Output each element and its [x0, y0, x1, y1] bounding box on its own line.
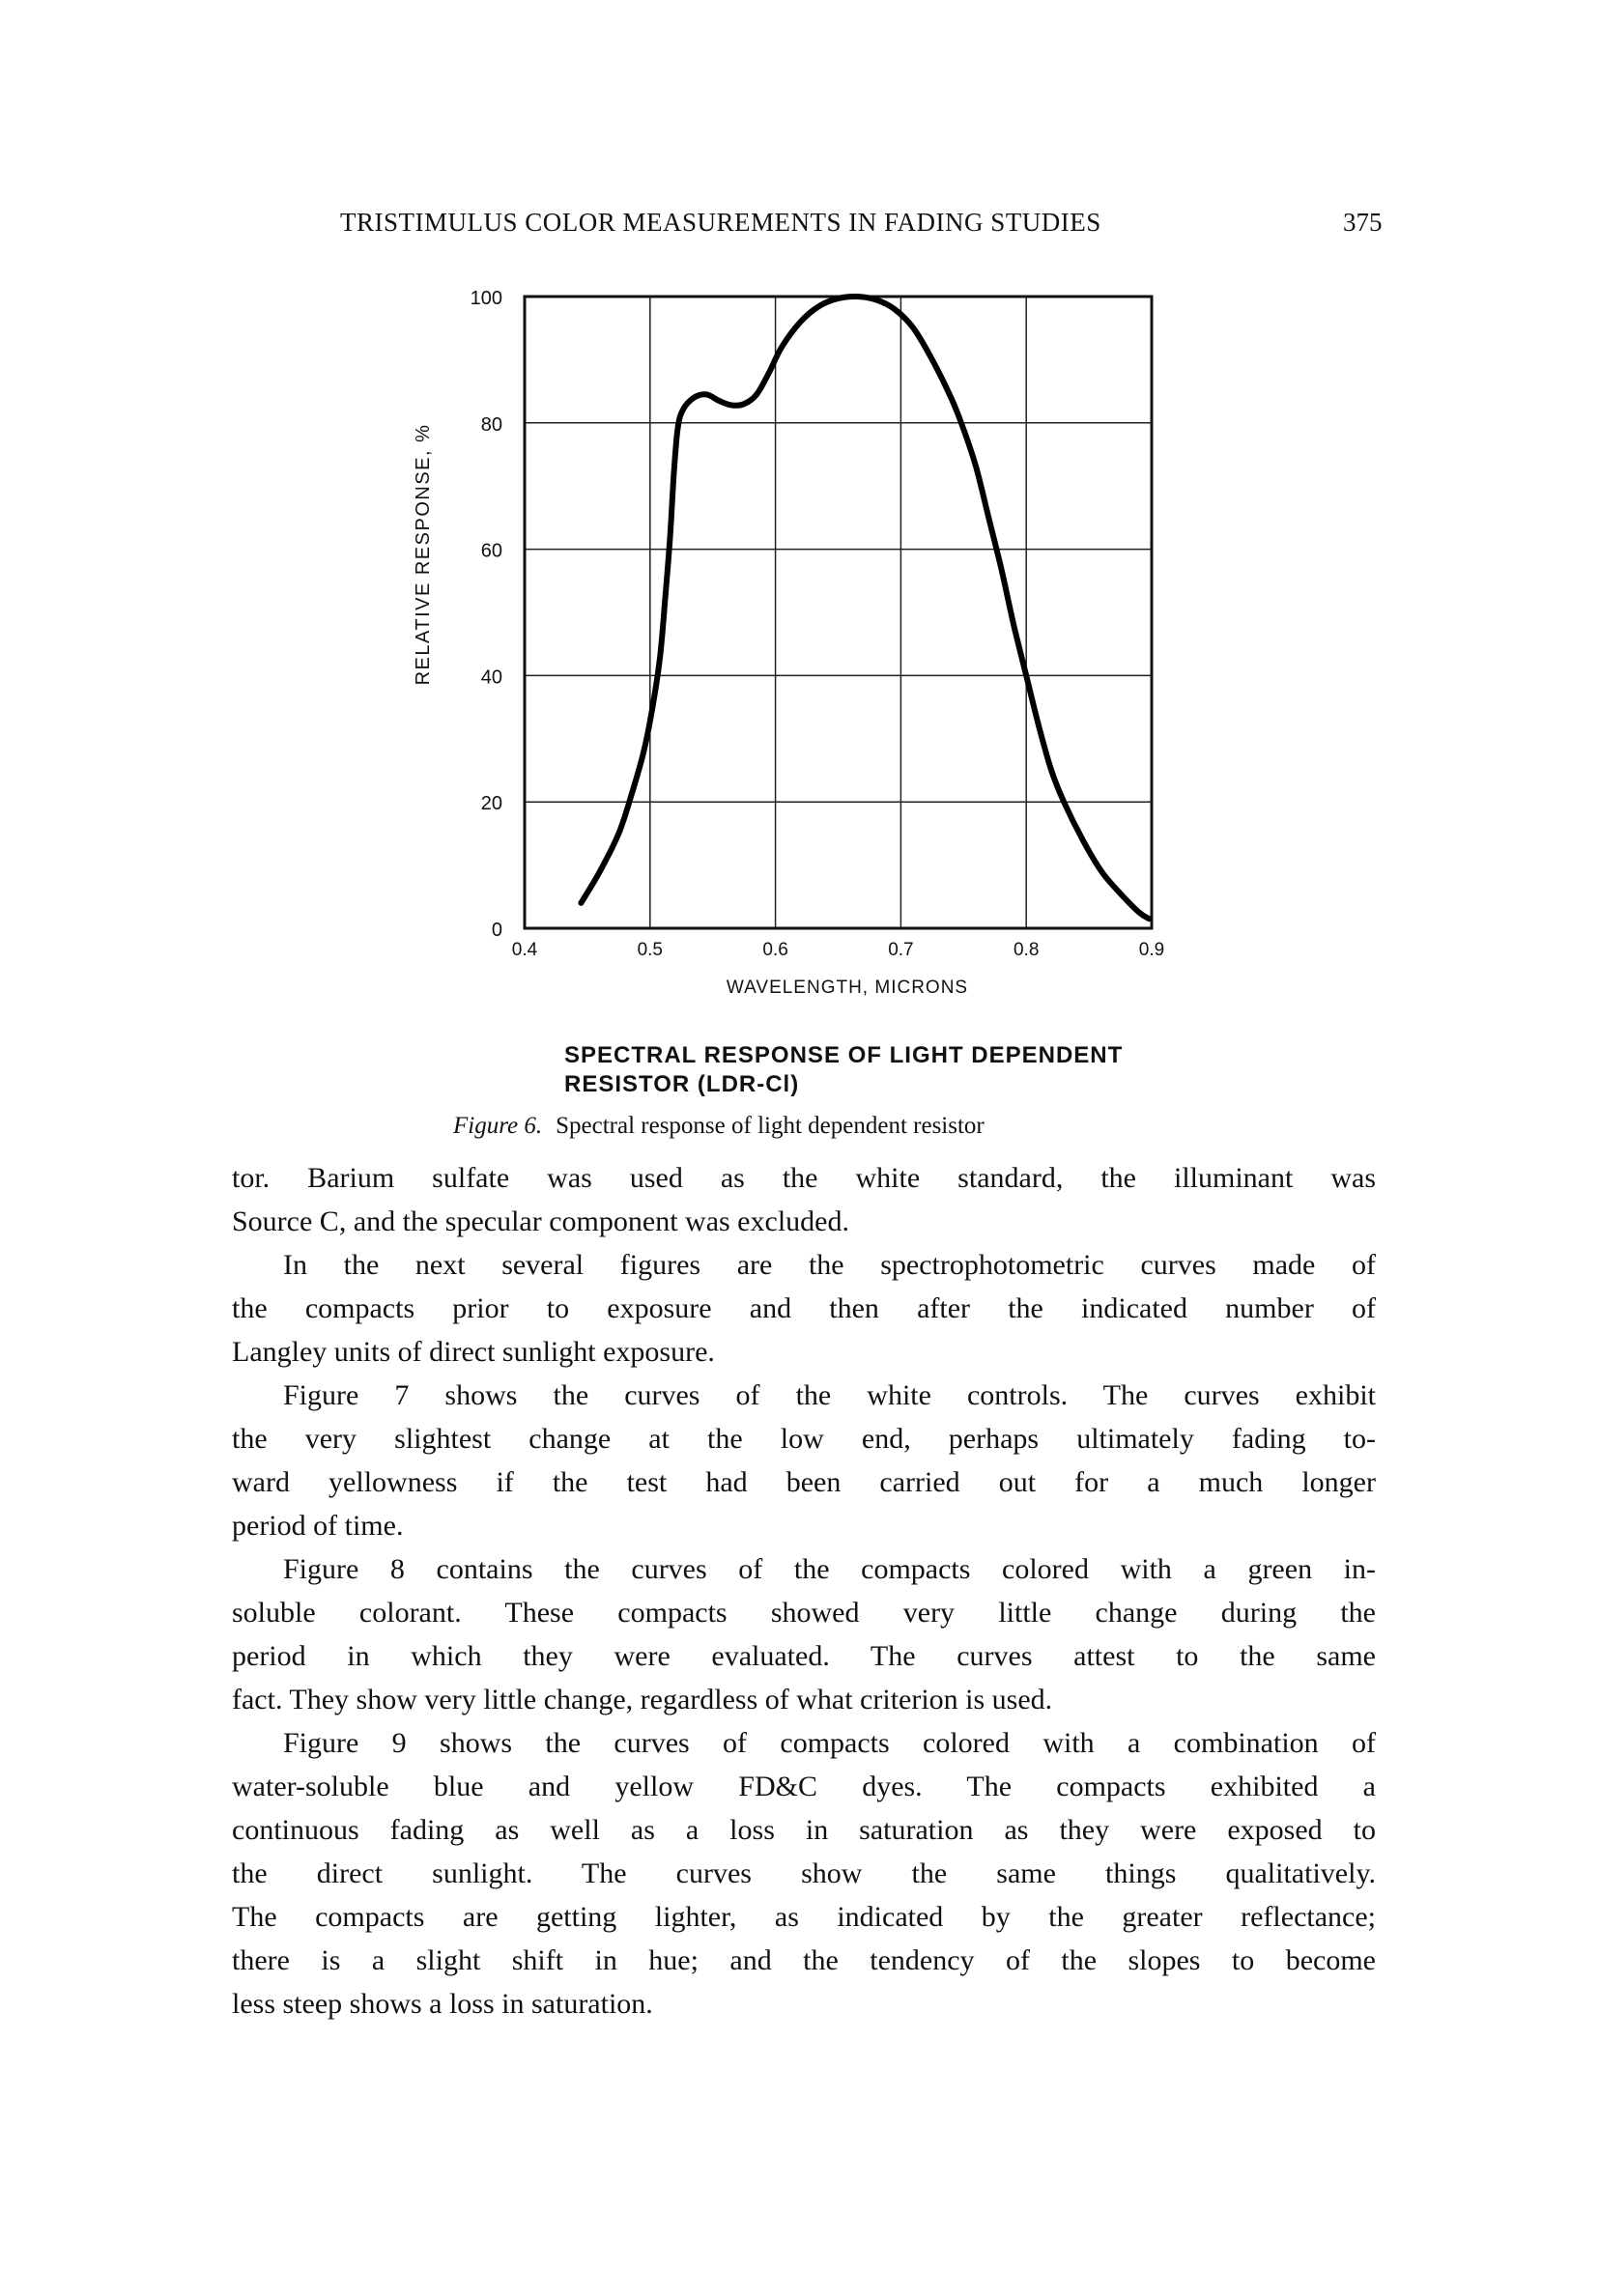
running-head: TRISTIMULUS COLOR MEASUREMENTS IN FADING STUDIES	[340, 208, 1101, 237]
text-line: fact. They show very little change, regardless of what criterion is used.	[232, 1684, 1053, 1715]
y-tick-label: 100	[470, 288, 502, 309]
text-line: Figure 7 shows the curves of the white controls. The curves exhibit	[283, 1379, 1376, 1411]
figure-caption-text: Spectral response of light dependent resistor	[556, 1113, 985, 1139]
x-tick-label: 0.4	[511, 940, 538, 960]
text-line: there is a slight shift in hue; and the tendency of the slopes to become	[232, 1944, 1376, 1976]
y-tick-label: 20	[480, 793, 502, 815]
series-line-ldr	[581, 297, 1149, 919]
text-line: period of time.	[232, 1510, 404, 1542]
x-axis-label: WAVELENGTH, MICRONS	[726, 978, 969, 998]
text-line: Langley units of direct sunlight exposure.	[232, 1336, 715, 1368]
paragraph	[232, 1243, 1376, 1374]
x-tick-label: 0.9	[1138, 940, 1165, 960]
paragraph	[232, 1547, 1376, 1721]
chart-title-line-1: SPECTRAL RESPONSE OF LIGHT DEPENDENT	[564, 1042, 1124, 1068]
paragraph	[232, 1156, 1376, 1243]
text-line: Source C, and the specular component was excluded.	[232, 1205, 849, 1237]
text-line: continuous fading as well as a loss in saturation as they were exposed to	[232, 1814, 1376, 1846]
chart-title	[564, 1041, 1123, 1099]
x-tick-label: 0.7	[888, 940, 914, 960]
y-tick-label: 0	[491, 920, 502, 941]
figure-caption	[453, 1113, 985, 1140]
y-tick-label: 80	[480, 413, 502, 436]
text-line: Figure 8 contains the curves of the compacts colored with a green in-	[283, 1553, 1376, 1585]
text-line: tor. Barium sulfate was used as the white standard, the illuminant was	[232, 1162, 1376, 1194]
chart-title-line-2: RESISTOR (LDR-Cl)	[564, 1071, 800, 1097]
paragraph	[232, 1721, 1376, 2026]
y-axis-label: RELATIVE RESPONSE, %	[413, 423, 434, 686]
figure-label: Figure 6.	[453, 1113, 543, 1139]
text-line: less steep shows a loss in saturation.	[232, 1988, 653, 2020]
page-number: 375	[1343, 208, 1383, 237]
text-line: period in which they were evaluated. The curves attest to the same	[232, 1640, 1376, 1672]
text-line: water-soluble blue and yellow FD&C dyes. The compacts exhibited a	[232, 1771, 1376, 1802]
x-tick-label: 0.6	[762, 940, 788, 960]
text-line: The compacts are getting lighter, as indicated by the greater reflectance;	[232, 1901, 1376, 1933]
text-line: soluble colorant. These compacts showed very little change during the	[232, 1597, 1376, 1629]
y-tick-label: 40	[480, 666, 502, 689]
text-line: Figure 9 shows the curves of compacts colored with a combination of	[283, 1727, 1376, 1759]
text-line: ward yellowness if the test had been carried out for a much longer	[232, 1466, 1376, 1498]
body-text	[232, 1156, 1376, 2026]
y-tick-label: 60	[480, 540, 502, 562]
paragraph	[232, 1374, 1376, 1547]
x-tick-label: 0.5	[637, 940, 664, 960]
text-line: the very slightest change at the low end, perhaps ultimately fading to-	[232, 1423, 1376, 1455]
text-line: In the next several figures are the spectrophotometric curves made of	[283, 1249, 1376, 1281]
text-line: the compacts prior to exposure and then after the indicated number of	[232, 1292, 1376, 1324]
spectral-response-chart	[0, 0, 1599, 1024]
text-line: the direct sunlight. The curves show the same things qualitatively.	[232, 1857, 1376, 1889]
x-tick-label: 0.8	[1013, 940, 1040, 960]
